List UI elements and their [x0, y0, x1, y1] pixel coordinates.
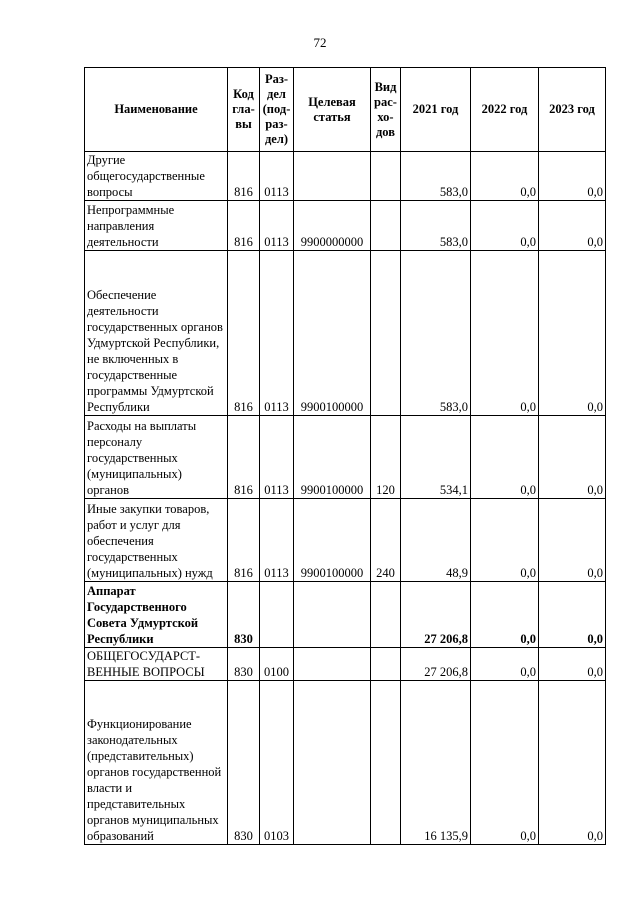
row-2023: 0,0: [539, 648, 606, 681]
row-name: Функционирование законодательных (представительных) органов государственной власти и представительных органов муниципальных образований: [85, 681, 228, 845]
row-code: 816: [228, 499, 260, 582]
row-kind: [371, 251, 401, 416]
row-kind: [371, 648, 401, 681]
row-kind: [371, 152, 401, 201]
row-code: 816: [228, 416, 260, 499]
table-row: [85, 251, 606, 416]
row-target: 9900100000: [294, 251, 371, 416]
row-section: 0113: [260, 251, 294, 416]
table-row: [85, 152, 606, 201]
row-kind: [371, 681, 401, 845]
row-kind: [371, 201, 401, 251]
row-target: [294, 648, 371, 681]
row-section: [260, 582, 294, 648]
row-2023: 0,0: [539, 499, 606, 582]
table-row: [85, 648, 606, 681]
row-section: 0103: [260, 681, 294, 845]
row-target: [294, 681, 371, 845]
row-target: [294, 582, 371, 648]
row-2022: 0,0: [471, 681, 539, 845]
row-2021: 16 135,9: [401, 681, 471, 845]
row-code: 816: [228, 201, 260, 251]
row-name: Обеспечение деятельности государственных органов Удмуртской Республики, не включенных в государственные программы Удмуртской Республики: [85, 251, 228, 416]
row-target: 9900000000: [294, 201, 371, 251]
row-section: 0100: [260, 648, 294, 681]
row-2022: 0,0: [471, 648, 539, 681]
row-code: 830: [228, 681, 260, 845]
row-2022: 0,0: [471, 251, 539, 416]
row-name: ОБЩЕГОСУДАРСТ-ВЕННЫЕ ВОПРОСЫ: [85, 648, 228, 681]
row-2022: 0,0: [471, 201, 539, 251]
row-2021: 583,0: [401, 251, 471, 416]
row-target: 9900100000: [294, 499, 371, 582]
row-name: Иные закупки товаров, работ и услуг для обеспечения государственных (муниципальных) нужд: [85, 499, 228, 582]
row-2023: 0,0: [539, 681, 606, 845]
row-name: Аппарат Государственного Совета Удмуртской Республики: [85, 582, 228, 648]
page-number: 72: [313, 35, 327, 50]
row-kind: 240: [371, 499, 401, 582]
row-2021: 27 206,8: [401, 648, 471, 681]
row-2021: 48,9: [401, 499, 471, 582]
row-code: 816: [228, 152, 260, 201]
header-2023: 2023 год: [539, 68, 606, 152]
row-2023: 0,0: [539, 582, 606, 648]
row-kind: [371, 582, 401, 648]
row-name: Расходы на выплаты персоналу государственных (муниципальных) органов: [85, 416, 228, 499]
row-2021: 27 206,8: [401, 582, 471, 648]
row-2023: 0,0: [539, 201, 606, 251]
header-kind: Вид рас- хо- дов: [371, 68, 401, 152]
row-section: 0113: [260, 152, 294, 201]
row-target: 9900100000: [294, 416, 371, 499]
row-name: Непрограммные направления деятельности: [85, 201, 228, 251]
budget-table: [84, 67, 606, 845]
header-2021: 2021 год: [401, 68, 471, 152]
row-code: 830: [228, 582, 260, 648]
row-target: [294, 152, 371, 201]
row-section: 0113: [260, 499, 294, 582]
row-2022: 0,0: [471, 499, 539, 582]
row-section: 0113: [260, 416, 294, 499]
table-row: [85, 582, 606, 648]
table-row: [85, 201, 606, 251]
table-row: [85, 416, 606, 499]
row-2023: 0,0: [539, 416, 606, 499]
header-target: Целевая статья: [294, 68, 371, 152]
header-name: Наименование: [85, 68, 228, 152]
row-2023: 0,0: [539, 251, 606, 416]
table-row: [85, 681, 606, 845]
row-2021: 583,0: [401, 152, 471, 201]
header-section: Раз- дел (под- раз- дел): [260, 68, 294, 152]
header-row: [85, 68, 606, 152]
row-section: 0113: [260, 201, 294, 251]
header-2022: 2022 год: [471, 68, 539, 152]
row-2021: 534,1: [401, 416, 471, 499]
row-code: 816: [228, 251, 260, 416]
row-2022: 0,0: [471, 416, 539, 499]
row-2022: 0,0: [471, 582, 539, 648]
row-code: 830: [228, 648, 260, 681]
row-name: Другие общегосударственные вопросы: [85, 152, 228, 201]
row-2023: 0,0: [539, 152, 606, 201]
row-2022: 0,0: [471, 152, 539, 201]
row-2021: 583,0: [401, 201, 471, 251]
row-kind: 120: [371, 416, 401, 499]
table-row: [85, 499, 606, 582]
header-code: Код гла- вы: [228, 68, 260, 152]
